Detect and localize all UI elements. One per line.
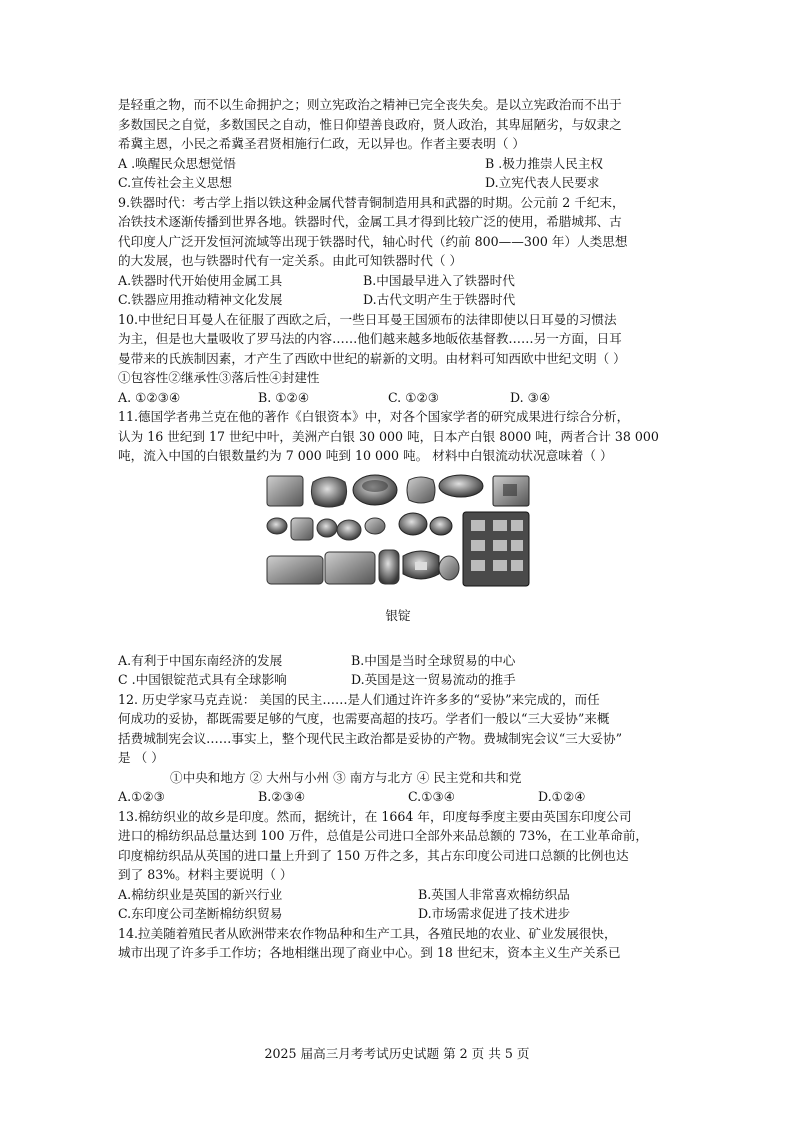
q8-stem-line: 是轻重之物，而不以生命拥护之；则立宪政治之精神已完全丧失矣。是以立宪政治而不出于	[118, 97, 622, 112]
q10-option-b: B. ①②④	[258, 389, 310, 405]
q13-option-c: C.东印度公司垄断棉纺织贸易	[118, 906, 283, 921]
q10-option-d: D. ③④	[510, 389, 551, 405]
q11-options-row-2	[118, 670, 678, 690]
q8-option-a: A .唤醒民众思想觉悟	[118, 155, 236, 171]
q8-stem-line: 多数国民之自觉，多数国民之自动，惟日仰望善良政府，贤人政治，其卑屈陋劣，与奴隶之	[118, 116, 622, 132]
q11-option-c: C .中国银锭范式具有全球影响	[118, 672, 287, 687]
q12-stem-line: 何成功的妥协，都既需要足够的气度，也需要高超的技巧。学者们一般以“三大妥协”来概	[118, 711, 610, 726]
q11-options-row-1	[118, 651, 678, 671]
q12-option-c: C.①③④	[408, 789, 456, 804]
q13-options-row-1	[118, 885, 678, 905]
silver-ingots-photo	[118, 472, 678, 592]
q12-choices-line: ①中央和地方 ② 大州与小州 ③ 南方与北方 ④ 民主党和共和党	[170, 769, 522, 785]
q13-option-b: B.英国人非常喜欢棉纺织品	[418, 886, 570, 902]
q12-stem-line: 是 （ ）	[118, 750, 164, 765]
q10-stem-line: 10.中世纪日耳曼人在征服了西欧之后，一些日耳曼王国颁布的法律即使以日耳曼的习惯法	[118, 311, 617, 327]
q13-stem-line: 到了 83%。材料主要说明（ ）	[118, 867, 293, 882]
q12-option-d: D.①②④	[538, 789, 586, 804]
exam-page	[118, 95, 678, 963]
page-footer: 2025 届高三月考考试历史试题 第 2 页 共 5 页	[264, 1046, 530, 1061]
q8-option-b: B .极力推崇人民主权	[485, 155, 604, 171]
q10-stem-line: ①包容性②继承性③落后性④封建性	[118, 370, 320, 385]
q9-options-row-1	[118, 271, 678, 291]
q9-stem-line: 冶铁技术逐渐传播到世界各地。铁器时代，金属工具才得到比较广泛的使用，希腊城邦、古	[118, 214, 622, 229]
q11-stem-line: 吨，流入中国的白银数量约为 7 000 吨到 10 000 吨。 材料中白银流动状况意味着（ ）	[118, 448, 613, 463]
q9-option-d: D.古代文明产生于铁器时代	[363, 292, 516, 307]
q13-option-a: A.棉纺织业是英国的新兴行业	[118, 886, 283, 902]
q8-options-row-2	[118, 173, 678, 193]
q14-stem-line: 城市出现了许多手工作坊；各地相继出现了商业中心。到 18 世纪末，资本主义生产关系已	[118, 945, 621, 960]
q13-stem-line: 进口的棉纺织品总量达到 100 万件，总值是公司进口全部外来品总额的 73%，在工业革命前，	[118, 828, 649, 843]
q12-option-a: A.①②③	[118, 789, 165, 804]
q9-stem-line: 代印度人广泛开发恒河流域等出现于铁器时代，轴心时代（约前 800——300 年）人类思想	[118, 233, 628, 249]
q12-stem-line: 12. 历史学家马克垚说： 美国的民主……是人们通过许许多多的“妥协”来完成的，而任	[118, 691, 600, 707]
q9-option-b: B.中国最早进入了铁器时代	[363, 272, 515, 288]
q10-option-c: C. ①②③	[388, 389, 440, 405]
q11-option-a: A.有利于中国东南经济的发展	[118, 652, 283, 668]
q12-option-b: B.②③④	[258, 789, 306, 804]
q13-options-row-2	[118, 904, 678, 924]
q9-option-a: A.铁器时代开始使用金属工具	[118, 272, 283, 288]
q9-stem-line: 9.铁器时代：考古学上指以铁这种金属代替青铜制造用具和武器的时期。公元前 2 千纪末，	[118, 194, 625, 210]
figure-caption: 银锭	[385, 607, 411, 623]
q10-options-row	[118, 388, 678, 408]
q9-option-c: C.铁器应用推动精神文化发展	[118, 292, 283, 307]
q8-stem-line: 希冀主恩，小民之希冀圣君贤相施行仁政，无以异也。作者主要表明（ ）	[118, 136, 526, 151]
silver-ingots-image	[263, 472, 533, 592]
q11-option-d: D.英国是这一贸易流动的推手	[351, 672, 516, 687]
q8-options-row-1	[118, 154, 678, 174]
q9-options-row-2	[118, 290, 678, 310]
q13-option-d: D.市场需求促进了技术进步	[418, 906, 571, 921]
q10-stem-line: 曼带来的氏族制因素，才产生了西欧中世纪的崭新的文明。由材料可知西欧中世纪文明（ ）	[118, 350, 626, 366]
q10-option-a: A. ①②③④	[118, 389, 181, 405]
q13-stem-line: 13.棉纺织业的故乡是印度。然而，据统计，在 1664 年，印度每季度主要由英国东印度公司	[118, 808, 632, 824]
q12-stem-line: 括费城制宪会议……事实上，整个现代民主政治都是妥协的产物。费城制宪会议“三大妥协”	[118, 730, 623, 746]
q11-option-b: B.中国是当时全球贸易的中心	[351, 652, 516, 668]
q8-option-d: D.立宪代表人民要求	[485, 175, 600, 190]
q10-stem-line: 为主，但是也大量吸收了罗马法的内容……他们越来越多地皈依基督教……另一方面，日耳	[118, 331, 622, 346]
q11-stem-line: 认为 16 世纪到 17 世纪中叶，美洲产白银 30 000 吨，日本产白银 8000 吨，两者合计 38 000	[118, 428, 659, 444]
q13-stem-line: 印度棉纺织品从英国的进口量上升到了 150 万件之多，其占东印度公司进口总额的比例也达	[118, 847, 629, 863]
q12-options-row	[118, 787, 678, 807]
q14-stem-line: 14.拉美随着殖民者从欧洲带来农作物品种和生产工具，各殖民地的农业、矿业发展很快，	[118, 925, 617, 941]
q8-option-c: C.宣传社会主义思想	[118, 175, 232, 190]
q11-stem-line: 11.德国学者弗兰克在他的著作《白银资本》中，对各个国家学者的研究成果进行综合分析，	[118, 409, 630, 424]
q9-stem-line: 的大发展，也与铁器时代有一定关系。由此可知铁器时代（ ）	[118, 253, 463, 268]
